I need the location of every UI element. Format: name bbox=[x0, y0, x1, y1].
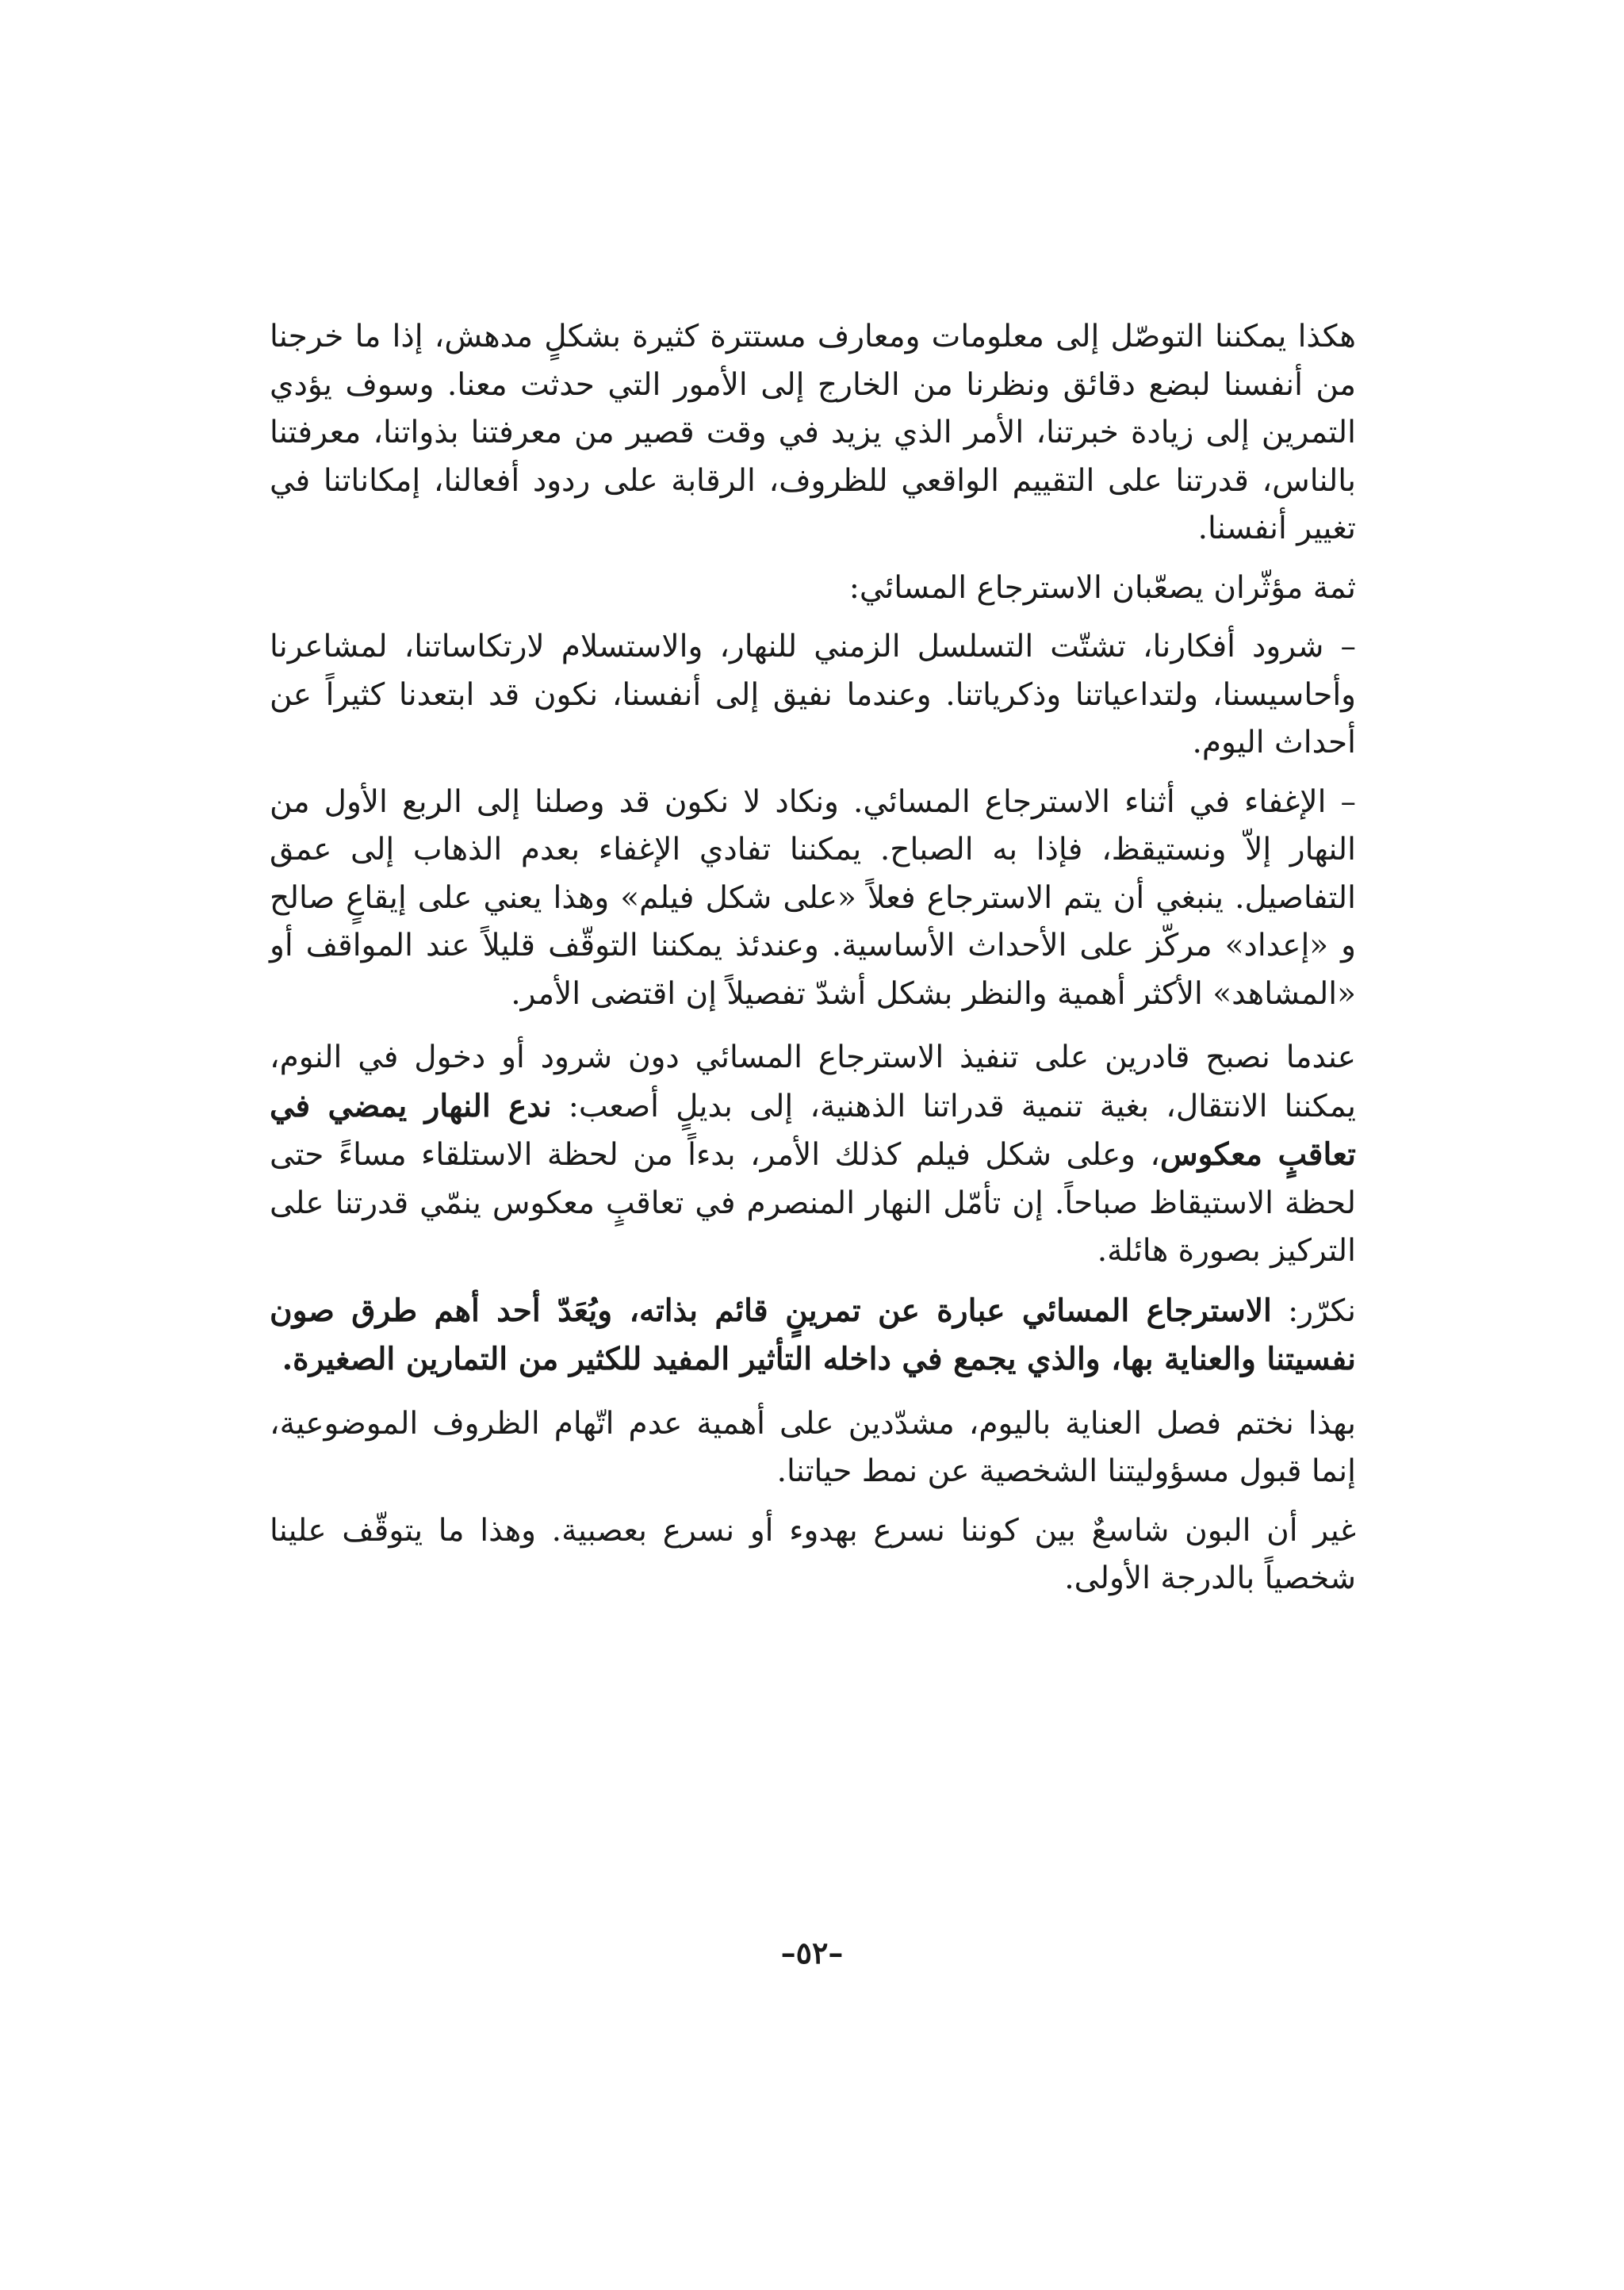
bold-phrase-evening-review: الاسترجاع المسائي عبارة عن تمرينٍ قائم بذاته، ويُعَدّ أحد أهم طرق صون نفسيتنا والعناية بها، والذي يجمع في داخله التأثير المفيد للكثير من التمارين الصغيرة. bbox=[270, 1292, 1356, 1377]
page-body bbox=[270, 313, 1356, 1603]
paragraph-repeat-statement: نكرّر: الاسترجاع المسائي عبارة عن تمرينٍ قائم بذاته، ويُعَدّ أحد أهم طرق صون نفسيتنا والعناية بها، والذي يجمع في داخله التأثير المفيد للكثير من التمارين الصغيرة. bbox=[270, 1292, 1357, 1377]
paragraph-chapter-close: بهذا نختم فصل العناية باليوم، مشدّدين على أهمية عدم اتّهام الظروف الموضوعية، إنما قبول مسؤوليتنا الشخصية عن نمط حياتنا. bbox=[270, 1405, 1356, 1489]
bold-phrase-reverse-sequence: ندع النهار يمضي في تعاقبٍ معكوس bbox=[270, 1087, 1356, 1173]
paragraph-reverse-order: عندما نصبح قادرين على تنفيذ الاسترجاع المسائي دون شرود أو دخول في النوم، يمكننا الانتقال، بغية تنمية قدراتنا الذهنية، إلى بديلٍ أصعب: ندع النهار يمضي في تعاقبٍ معكوس، وعلى شكل فيلم كذلك الأمر، بدءاً من لحظة الاستلقاء مساءً حتى لحظة الاستيقاظ صباحاً. إن تأمّل النهار المنصرم في تعاقبٍ معكوس ينمّي قدرتنا على التركيز بصورة هائلة. bbox=[270, 1040, 1356, 1269]
page-number: –٥٢– bbox=[780, 1935, 844, 1970]
paragraph-wandering-thoughts: – شرود أفكارنا، تشتّت التسلسل الزمني للنهار، والاستسلام لارتكاساتنا، لمشاعرنا وأحاسيسنا، ولتداعياتنا وذكرياتنا. وعندما نفيق إلى أنفسنا، نكون قد ابتعدنا كثيراً عن أحداث اليوم. bbox=[270, 629, 1356, 760]
paragraph-calm-vs-nervous: غير أن البون شاسعٌ بين كوننا نسرع بهدوء أو نسرع بعصبية. وهذا ما يتوقّف علينا شخصياً بالدرجة الأولى. bbox=[270, 1512, 1356, 1596]
paragraph-two-influences: ثمة مؤثّران يصعّبان الاسترجاع المسائي: bbox=[848, 569, 1356, 606]
paragraph-dozing-off: – الإغفاء في أثناء الاسترجاع المسائي. ونكاد لا نكون قد وصلنا إلى الربع الأول من النهار إلاّ ونستيقظ، فإذا به الصباح. يمكننا تفادي الإغفاء بعدم الذهاب إلى عمق التفاصيل. ينبغي أن يتم الاسترجاع فعلاً «على شكل فيلم» وهذا يعني على إيقاعٍ صالح و «إعداد» مركّز على الأحداث الأساسية. وعندئذ يمكننا التوقّف قليلاً عند المواقف أو «المشاهد» الأكثر أهمية والنظر بشكل أشدّ تفصيلاً إن اقتضى الأمر. bbox=[270, 783, 1356, 1012]
paragraph-introspection: هكذا يمكننا التوصّل إلى معلومات ومعارف مستترة كثيرة بشكلٍ مدهش، إذا ما خرجنا من أنفسنا لبضع دقائق ونظرنا من الخارج إلى الأمور التي حدثت معنا. وسوف يؤدي التمرين إلى زيادة خبرتنا، الأمر الذي يزيد في وقت قصير من معرفتنا بذواتنا، معرفتنا بالناس، قدرتنا على التقييم الواقعي للظروف، الرقابة على ردود أفعالنا، إمكاناتنا في تغيير أنفسنا. bbox=[270, 319, 1356, 546]
